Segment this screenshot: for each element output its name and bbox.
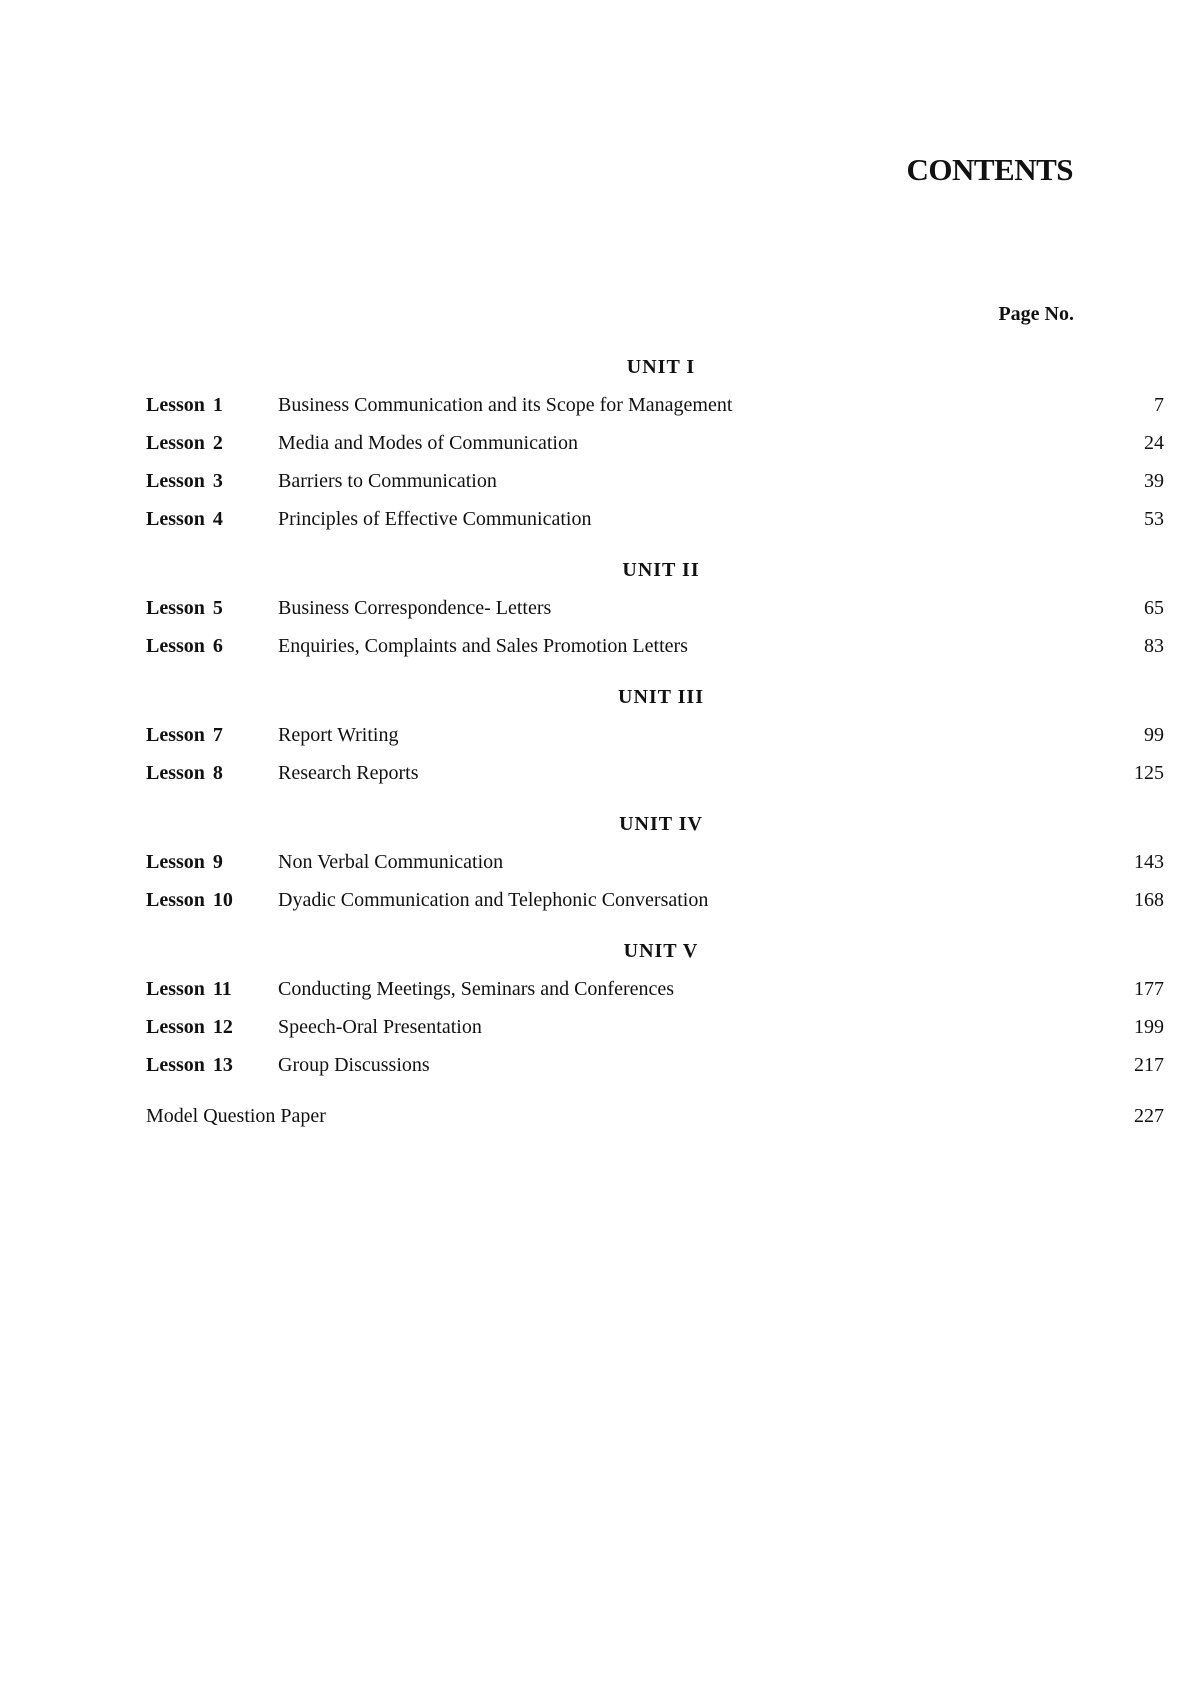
lesson-label: Lesson 2 xyxy=(146,432,223,454)
unit-heading: UNIT III xyxy=(618,686,704,708)
lesson-label: Lesson 4 xyxy=(146,508,223,530)
lesson-title[interactable]: Enquiries, Complaints and Sales Promotion Letters xyxy=(278,635,688,657)
unit-heading: UNIT II xyxy=(622,559,700,581)
lesson-label: Lesson 10 xyxy=(146,889,233,911)
lesson-label: Lesson 1 xyxy=(146,394,223,416)
lesson-title[interactable]: Conducting Meetings, Seminars and Conferences xyxy=(278,978,675,1000)
page-number: 83 xyxy=(1144,635,1164,657)
table-of-contents xyxy=(146,348,1164,1135)
page-number: 65 xyxy=(1144,597,1164,619)
lesson-label: Lesson 8 xyxy=(146,762,223,784)
page-number: 99 xyxy=(1144,724,1164,746)
toc-entry[interactable] xyxy=(146,881,1164,919)
toc-entry[interactable] xyxy=(146,1008,1164,1046)
lesson-title[interactable]: Research Reports xyxy=(278,762,419,784)
lesson-label: Lesson 11 xyxy=(146,978,232,1000)
toc-entry[interactable] xyxy=(146,754,1164,792)
lesson-title[interactable]: Barriers to Communication xyxy=(278,470,497,492)
toc-entry[interactable] xyxy=(146,462,1164,500)
unit-heading: UNIT V xyxy=(623,940,699,962)
lesson-label: Lesson 13 xyxy=(146,1054,233,1076)
toc-entry[interactable] xyxy=(146,970,1164,1008)
page-number: 143 xyxy=(1134,851,1164,873)
unit-heading: UNIT I xyxy=(626,356,696,378)
toc-entry[interactable] xyxy=(146,627,1164,665)
lesson-title[interactable]: Media and Modes of Communication xyxy=(278,432,578,454)
entry-title[interactable]: Model Question Paper xyxy=(146,1105,326,1127)
lesson-title[interactable]: Dyadic Communication and Telephonic Conversation xyxy=(278,889,709,911)
page-number-column-header: Page No. xyxy=(998,303,1074,325)
page-number: 39 xyxy=(1144,470,1164,492)
lesson-label: Lesson 9 xyxy=(146,851,223,873)
page-number: 217 xyxy=(1134,1054,1164,1076)
toc-entry[interactable] xyxy=(146,589,1164,627)
toc-entry[interactable] xyxy=(146,500,1164,538)
unit-heading: UNIT IV xyxy=(619,813,703,835)
page-number: 177 xyxy=(1134,978,1164,1000)
lesson-label: Lesson 7 xyxy=(146,724,223,746)
toc-entry[interactable] xyxy=(146,386,1164,424)
toc-entry-model-question-paper[interactable] xyxy=(146,1097,1164,1135)
lesson-title[interactable]: Non Verbal Communication xyxy=(278,851,504,873)
page-title: CONTENTS xyxy=(906,152,1073,187)
page-number: 7 xyxy=(1154,394,1164,416)
toc-entry[interactable] xyxy=(146,1046,1164,1084)
toc-entry[interactable] xyxy=(146,843,1164,881)
lesson-title[interactable]: Report Writing xyxy=(278,724,399,746)
lesson-label: Lesson 6 xyxy=(146,635,223,657)
lesson-title[interactable]: Group Discussions xyxy=(278,1054,430,1076)
lesson-title[interactable]: Speech-Oral Presentation xyxy=(278,1016,482,1038)
lesson-title[interactable]: Principles of Effective Communication xyxy=(278,508,592,530)
page-number: 24 xyxy=(1144,432,1164,454)
page-number: 125 xyxy=(1134,762,1164,784)
page-number: 199 xyxy=(1134,1016,1164,1038)
page-number: 53 xyxy=(1144,508,1164,530)
lesson-label: Lesson 3 xyxy=(146,470,223,492)
lesson-label: Lesson 5 xyxy=(146,597,223,619)
lesson-label: Lesson 12 xyxy=(146,1016,233,1038)
lesson-title[interactable]: Business Communication and its Scope for Management xyxy=(278,394,733,416)
page-number: 168 xyxy=(1134,889,1164,911)
toc-entry[interactable] xyxy=(146,716,1164,754)
lesson-title[interactable]: Business Correspondence- Letters xyxy=(278,597,552,619)
toc-entry[interactable] xyxy=(146,424,1164,462)
page-number: 227 xyxy=(1134,1105,1164,1127)
